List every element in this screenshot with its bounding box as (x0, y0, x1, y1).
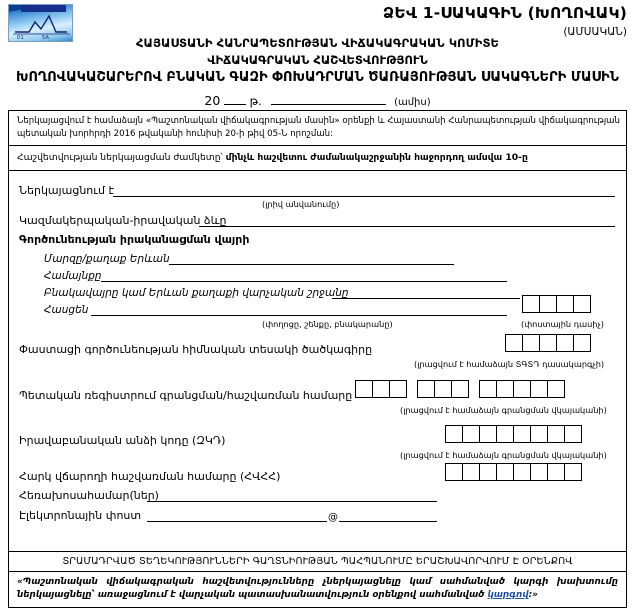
submitted-by-hint: (լրիվ անվանումը) (262, 199, 340, 209)
document-header (0, 0, 635, 90)
state-reg-cell[interactable] (479, 380, 497, 398)
state-reg-cell[interactable] (530, 380, 548, 398)
taxpayer-number-cell[interactable] (445, 463, 463, 481)
address-label: Հասցեն (44, 304, 89, 316)
address-hint: (փողոցը, շենքը, բնակարանը) (262, 319, 393, 329)
legal-entity-code-cell[interactable] (547, 425, 565, 443)
year-input[interactable] (224, 93, 246, 105)
taxpayer-number-cell[interactable] (496, 463, 514, 481)
submitted-by-input[interactable] (113, 196, 615, 197)
legal-note-after: :» (528, 590, 538, 600)
legal-entity-code-cell[interactable] (564, 425, 582, 443)
legal-entity-code-hint: (լրացվում է համաձայն գրանցման վկայականի) (400, 450, 607, 460)
taxpayer-number-boxes[interactable] (445, 463, 582, 481)
state-reg-cell[interactable] (389, 380, 407, 398)
legal-entity-code-cell[interactable] (513, 425, 531, 443)
phone-label: Հեռախոսահամար(ներ) (19, 489, 159, 502)
activity-code-cell[interactable] (556, 334, 574, 352)
activity-code-label: Փաստացի գործունեության հիմնական տեսակի ծածկագիրը (19, 343, 373, 356)
state-reg-cell[interactable] (434, 380, 452, 398)
legal-entity-code-cell[interactable] (496, 425, 514, 443)
legal-entity-code-label: Իրավաբանական անձի կոդը (ԶԿԴ) (19, 434, 226, 447)
state-reg-group-1[interactable] (355, 380, 407, 398)
state-reg-number-boxes[interactable] (355, 380, 565, 398)
email-domain-input[interactable] (339, 521, 437, 522)
activity-location-header: Գործունեության իրականացման վայրի (19, 233, 250, 246)
phone-input[interactable] (147, 501, 437, 502)
state-reg-group-2[interactable] (417, 380, 469, 398)
postal-code-cell[interactable] (522, 295, 540, 313)
legal-note-link[interactable]: կարգով (487, 590, 529, 600)
legal-basis-notice: Ներկայացվում է համաձայն «Պաշտոնական վիճակագրության մասին» օրենքի և Հայաստանի Հանրապետության վիճակագրության պետական խորհրդի 2016 թվականի հունիսի 20-ի թիվ 05-Ն որոշման: (9, 111, 626, 146)
legal-form-label: Կազմակերպական-իրավական ձևը (19, 214, 227, 227)
state-reg-cell[interactable] (513, 380, 531, 398)
email-label: Էլեկտրոնային փոստ (19, 509, 142, 522)
email-local-input[interactable] (147, 521, 327, 522)
deadline-prefix: Հաշվետվության ներկայացման ժամկետը՝ (17, 152, 226, 163)
deadline-value: մինչև հաշվետու ժամանակաշրջանին հաջորդող ամսվա 10-ը (225, 152, 528, 163)
community-label: Համայնքը (44, 270, 102, 282)
region-city-input[interactable] (169, 264, 454, 265)
settlement-label: Բնակավայրը կամ Երևան քաղաքի վարչական շրջանը (44, 287, 349, 299)
activity-code-cell[interactable] (522, 334, 540, 352)
state-reg-cell[interactable] (355, 380, 373, 398)
form-period: (ԱՄՍԱԿԱՆ) (563, 26, 627, 38)
form-code: ՁԵՎ 1-ՍԱԿԱԳԻՆ (ԽՈՂՈՎԱԿ) (382, 4, 627, 22)
postal-code-cell[interactable] (539, 295, 557, 313)
legal-entity-code-cell[interactable] (462, 425, 480, 443)
taxpayer-number-cell[interactable] (479, 463, 497, 481)
legal-entity-code-cell[interactable] (445, 425, 463, 443)
state-reg-number-hint: (լրացվում է համաձայն գրանցման վկայականի) (400, 405, 607, 415)
state-reg-cell[interactable] (496, 380, 514, 398)
taxpayer-number-label: Հարկ վճարողի հաշվառման համարը (ՀՎՀՀ) (19, 470, 281, 483)
state-reg-group-3[interactable] (479, 380, 565, 398)
settlement-input[interactable] (332, 298, 520, 299)
taxpayer-number-cell[interactable] (564, 463, 582, 481)
year-suffix: թ. (249, 94, 262, 108)
state-reg-cell[interactable] (451, 380, 469, 398)
submission-deadline (9, 146, 626, 171)
state-reg-cell[interactable] (417, 380, 435, 398)
organization-name: ՀԱՅԱՍՏԱՆԻ ՀԱՆՐԱՊԵՏՈՒԹՅԱՆ ՎԻՃԱԿԱԳՐԱԿԱՆ ԿՈՄԻՏԵ (135, 36, 500, 50)
email-at-symbol: @ (328, 512, 338, 523)
logo-tick-right: 5A (42, 35, 50, 41)
community-input[interactable] (101, 281, 507, 282)
postal-code-cell[interactable] (556, 295, 574, 313)
month-hint: (ամիս) (394, 97, 431, 108)
state-reg-number-label: Պետական ռեգիստրում գրանցման/հաշվառման համարը (19, 389, 353, 402)
form-container (8, 110, 627, 608)
legal-note-before: «Պաշտոնական վիճակագրական հաշվետվությունները չներկայացնելը կամ սահմանված կարգի խախտումը ներկայացնելը՝ առաջացնում է վարչական պատասխանատվություն օրենքով սահմանված (17, 577, 618, 600)
form-title-block (383, 4, 627, 40)
legal-entity-code-cell[interactable] (479, 425, 497, 443)
postal-code-boxes[interactable] (522, 295, 591, 313)
document-title: ԽՈՂՈՎԱԿԱՇԱՐԵՐՈՎ ԲՆԱԿԱՆ ԳԱԶԻ ՓՈԽԱԴՐՄԱՆ ԾԱՌԱՅՈՒԹՅԱՆ ՍԱԿԱԳՆԵՐԻ ՄԱՍԻՆ (16, 70, 619, 85)
legal-entity-code-boxes[interactable] (445, 425, 582, 443)
taxpayer-number-cell[interactable] (462, 463, 480, 481)
month-input[interactable] (271, 93, 386, 105)
postal-code-cell[interactable] (573, 295, 591, 313)
activity-code-boxes[interactable] (505, 334, 591, 352)
activity-code-cell[interactable] (573, 334, 591, 352)
form-body (9, 171, 626, 551)
activity-code-hint: (լրացվում է համաձայն ՏԳՏԴ դասակարգչի) (414, 359, 605, 369)
taxpayer-number-cell[interactable] (547, 463, 565, 481)
state-reg-cell[interactable] (372, 380, 390, 398)
legal-form-input[interactable] (199, 226, 615, 227)
activity-code-cell[interactable] (505, 334, 523, 352)
region-city-label: Մարզը/քաղաք Երևան (44, 253, 170, 265)
taxpayer-number-cell[interactable] (513, 463, 531, 481)
confidentiality-banner: ՏՐԱՄԱԴՐՎԱԾ ՏԵՂԵԿՈՒԹՅՈՒՆՆԵՐԻ ԳԱՂՏՆԻՈՒԹՅԱՆ ՊԱՀՊԱՆՈՒՄԸ ԵՐԱՇԽԱՎՈՐՎՈՒՄ Է ՕՐԵՆՔՈՎ (9, 551, 626, 572)
address-input[interactable] (91, 315, 507, 316)
postal-code-hint: (փոստային դասիչ) (521, 319, 604, 329)
year-prefix: 20 (204, 93, 221, 108)
activity-code-cell[interactable] (539, 334, 557, 352)
submitted-by-label: Ներկայացնում է (19, 184, 115, 197)
state-reg-cell[interactable] (547, 380, 565, 398)
logo-tick-left: 01 (17, 35, 24, 41)
report-type: ՎԻՃԱԿԱԳՐԱԿԱՆ ՀԱՇՎԵՏՎՈՒԹՅՈՒՆ (207, 53, 428, 67)
report-date-line (0, 93, 635, 108)
legal-entity-code-cell[interactable] (530, 425, 548, 443)
taxpayer-number-cell[interactable] (530, 463, 548, 481)
